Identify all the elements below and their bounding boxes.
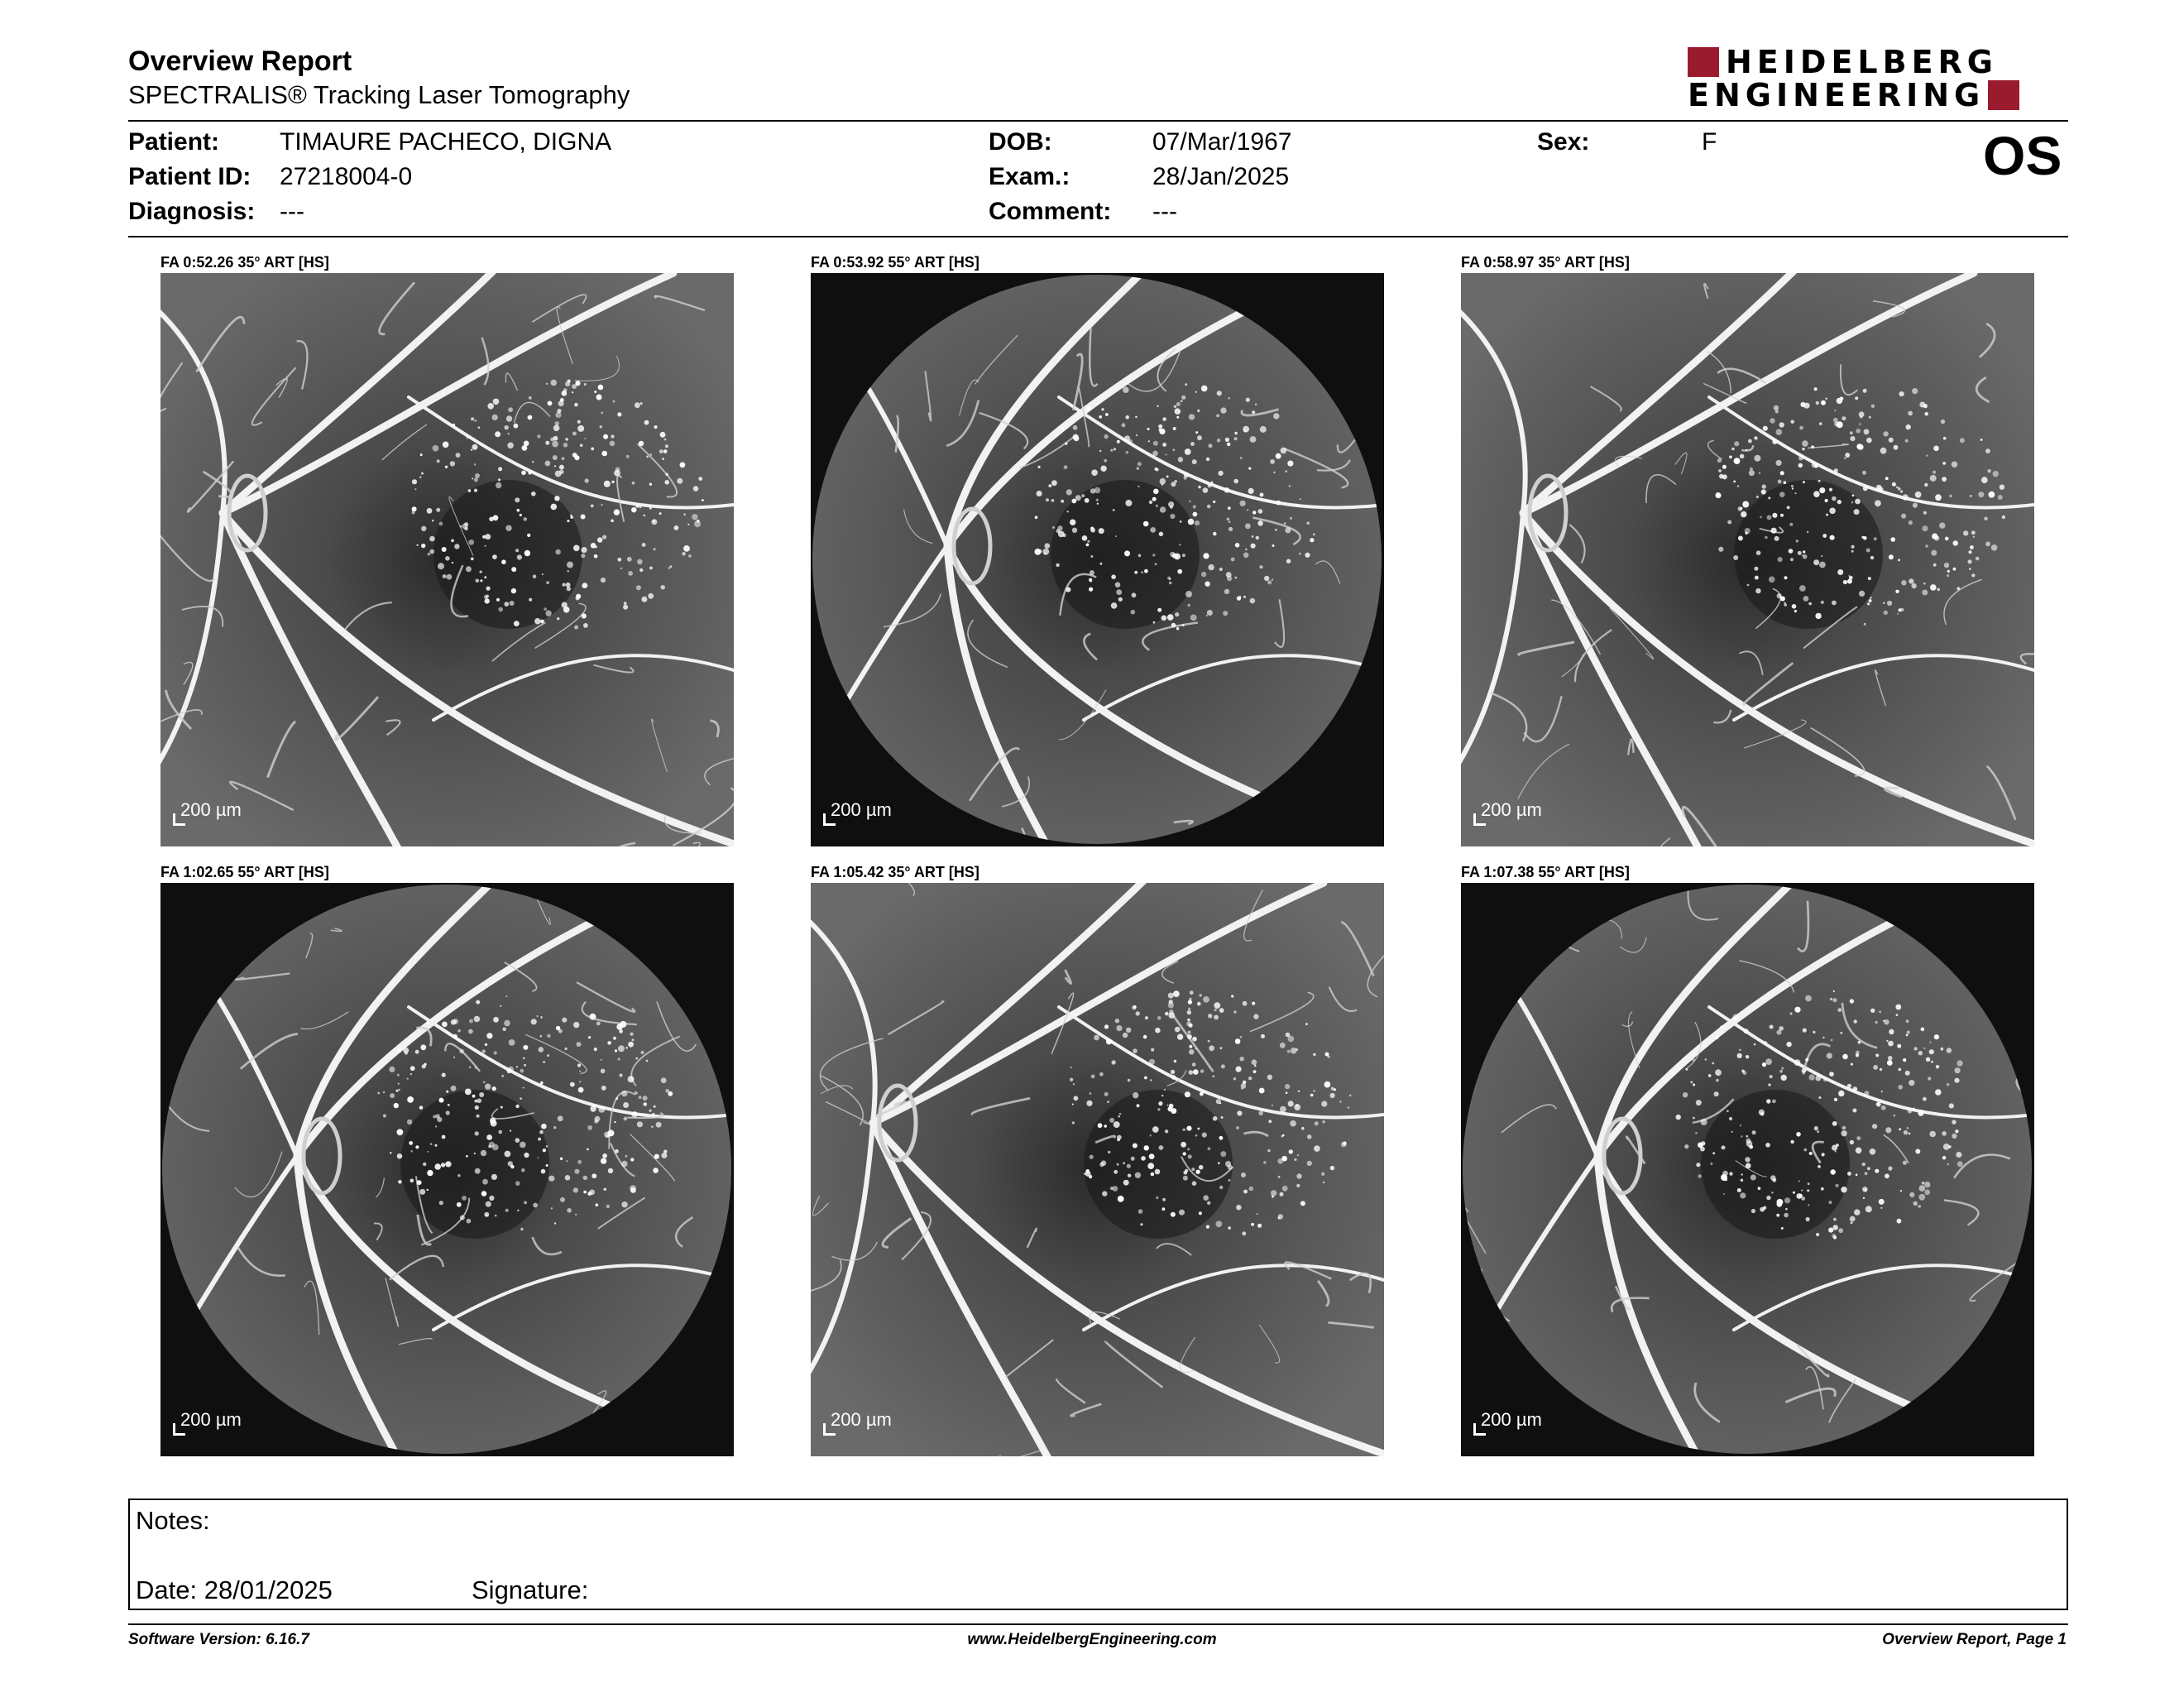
image-caption: FA 0:58.97 35° ART [HS] <box>1461 254 1630 271</box>
scale-bar-label: 200 µm <box>1481 799 1542 820</box>
fundus-angiogram-image[interactable] <box>811 273 1384 846</box>
scale-bar-label: 200 µm <box>831 1409 892 1430</box>
image-caption: FA 0:52.26 35° ART [HS] <box>160 254 329 271</box>
footer-divider <box>128 1623 2068 1625</box>
info-divider <box>128 236 2068 237</box>
fundus-angiogram-image[interactable] <box>160 273 734 846</box>
report-subtitle: SPECTRALIS® Tracking Laser Tomography <box>128 80 630 109</box>
scale-bar-label: 200 µm <box>180 1409 242 1430</box>
dob-value: 07/Mar/1967 <box>1152 128 1292 156</box>
image-caption: FA 0:53.92 55° ART [HS] <box>811 254 979 271</box>
heidelberg-logo <box>1688 46 2070 112</box>
comment-label: Comment: <box>989 198 1112 225</box>
dob-label: DOB: <box>989 128 1052 156</box>
scale-bar-label: 200 µm <box>831 799 892 820</box>
image-caption: FA 1:02.65 55° ART [HS] <box>160 864 329 880</box>
date-label: Date: 28/01/2025 <box>136 1575 333 1604</box>
comment-value: --- <box>1152 198 1177 225</box>
notes-box[interactable] <box>128 1499 2068 1610</box>
website-link[interactable]: www.HeidelbergEngineering.com <box>967 1631 1217 1648</box>
scale-bar-label: 200 µm <box>180 799 242 820</box>
page-number: Overview Report, Page 1 <box>1882 1631 2067 1648</box>
software-version: Software Version: 6.16.7 <box>128 1631 309 1648</box>
sex-value: F <box>1702 128 1717 156</box>
diagnosis-value: --- <box>280 198 304 225</box>
patient-name: TIMAURE PACHECO, DIGNA <box>280 128 612 156</box>
logo-square-icon <box>1688 47 1719 77</box>
exam-label: Exam.: <box>989 163 1070 190</box>
fundus-angiogram-image[interactable] <box>1461 273 2034 846</box>
fundus-angiogram-image[interactable] <box>160 883 734 1456</box>
header-divider <box>128 120 2068 122</box>
fundus-angiogram-image[interactable] <box>1461 883 2034 1456</box>
patient-label: Patient: <box>128 128 220 156</box>
patient-id: 27218004-0 <box>280 163 413 190</box>
sex-label: Sex: <box>1537 128 1590 156</box>
image-caption: FA 1:07.38 55° ART [HS] <box>1461 864 1630 880</box>
logo-line1: HEIDELBERG <box>1726 44 1998 80</box>
report-title: Overview Report <box>128 46 352 77</box>
scale-bar-label: 200 µm <box>1481 1409 1542 1430</box>
fundus-angiogram-image[interactable] <box>811 883 1384 1456</box>
patient-id-label: Patient ID: <box>128 163 251 190</box>
eye-indicator: OS <box>1983 125 2062 186</box>
exam-value: 28/Jan/2025 <box>1152 163 1290 190</box>
image-caption: FA 1:05.42 35° ART [HS] <box>811 864 979 880</box>
logo-line2: ENGINEERING <box>1688 77 1985 113</box>
notes-label: Notes: <box>136 1506 210 1535</box>
logo-square-icon <box>1988 80 2019 110</box>
diagnosis-label: Diagnosis: <box>128 198 256 225</box>
signature-label: Signature: <box>472 1575 589 1604</box>
